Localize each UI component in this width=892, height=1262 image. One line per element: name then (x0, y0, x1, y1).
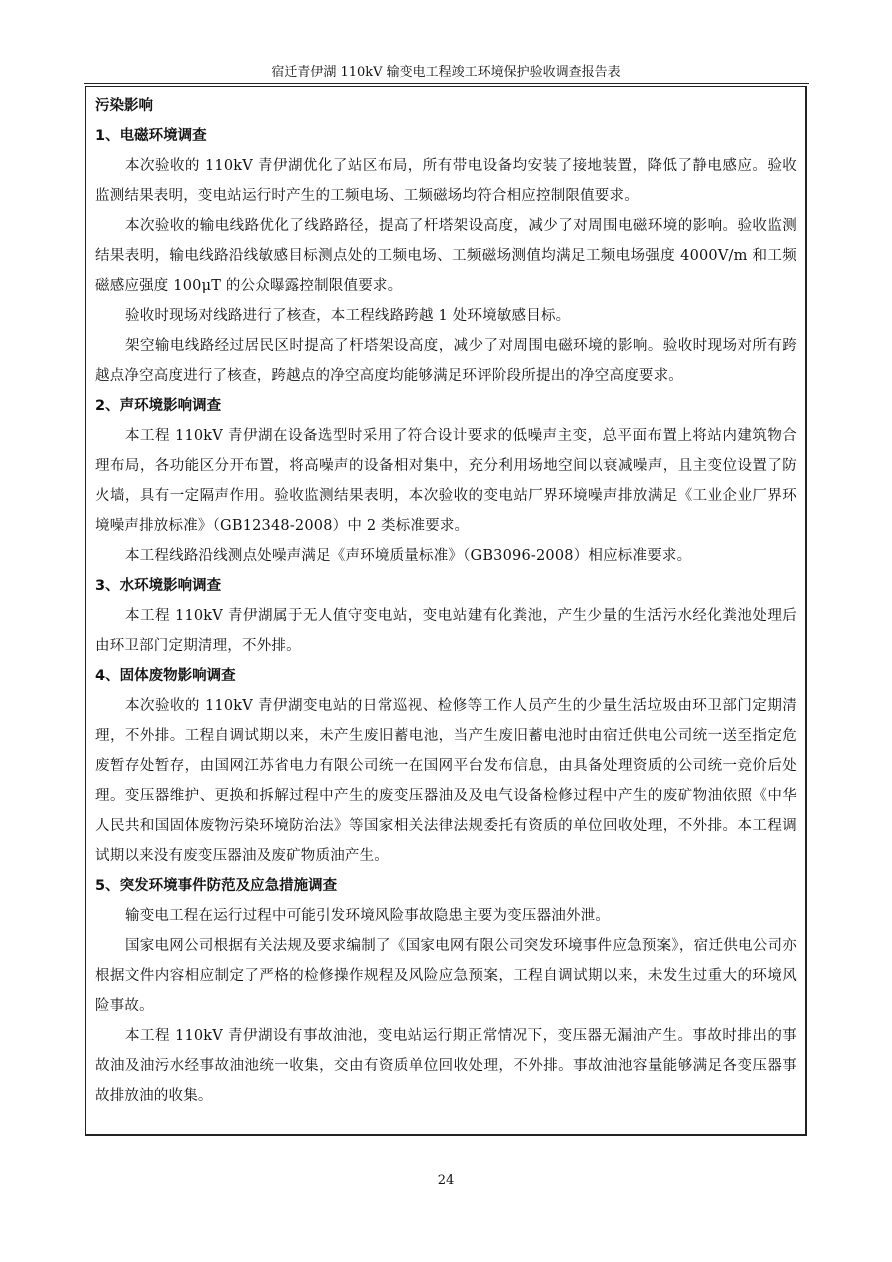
paragraph: 本工程 110kV 青伊湖在设备选型时采用了符合设计要求的低噪声主变，总平面布置上将站内建筑物合理布局，各功能区分开布置，将高噪声的设备相对集中，充分利用场地空间以衰减噪声，且主变位设置了防火墙，具有一定隔声作用。验收监测结果表明，本次验收的变电站厂界环境噪声排放满足《工业企业厂界环境噪声排放标准》（GB12348-2008）中 2 类标准要求。 (95, 428, 797, 534)
paragraph: 输变电工程在运行过程中可能引发环境风险事故隐患主要为变压器油外泄。 (125, 908, 611, 924)
paragraph: 本次验收的输电线路优化了线路路径，提高了杆塔架设高度，减少了对周围电磁环境的影响。验收监测结果表明，输电线路沿线敏感目标测点处的工频电场、工频磁场测值均满足工频电场强度 4000V/m 和工频磁感应强度 100μT 的公众曝露控制限值要求。 (95, 218, 797, 294)
paragraph: 本工程 110kV 青伊湖设有事故油池，变电站运行期正常情况下，变压器无漏油产生。事故时排出的事故油及油污水经事故油池统一收集，交由有资质单位回收处理，不外排。事故油池容量能够满足各变压器事故排放油的收集。 (95, 1028, 797, 1104)
paragraph: 国家电网公司根据有关法规及要求编制了《国家电网有限公司突发环境事件应急预案》，宿迁供电公司亦根据文件内容相应制定了严格的检修操作规程及风险应急预案，工程自调试期以来，未发生过重大的环境风险事故。 (95, 938, 797, 1014)
section-heading-emergency: 5、突发环境事件防范及应急措施调查 (95, 878, 338, 894)
paragraph: 验收时现场对线路进行了核查，本工程线路跨越 1 处环境敏感目标。 (125, 308, 571, 324)
section-title: 污染影响 (95, 98, 153, 114)
paragraph: 本次验收的 110kV 青伊湖变电站的日常巡视、检修等工作人员产生的少量生活垃圾由环卫部门定期清理，不外排。工程自调试期以来，未产生废旧蓄电池，当产生废旧蓄电池时由宿迁供电公司统一送至指定危废暂存处暂存，由国网江苏省电力有限公司统一在国网平台发布信息，由具备处理资质的公司统一竞价后处理。变压器维护、更换和拆解过程中产生的废变压器油及及电气设备检修过程中产生的废矿物油依照《中华人民共和国固体废物污染环境防治法》等国家相关法律法规委托有资质的单位回收处理，不外排。本工程调试期以来没有废变压器油及废矿物质油产生。 (95, 698, 797, 864)
section-heading-electromagnetic: 1、电磁环境调查 (95, 128, 207, 144)
section-heading-solid-waste: 4、固体废物影响调查 (95, 668, 236, 684)
section-heading-acoustic: 2、声环境影响调查 (95, 398, 222, 414)
page-number: 24 (437, 1173, 455, 1188)
header-divider (84, 83, 809, 84)
paragraph: 架空输电线路经过居民区时提高了杆塔架设高度，减少了对周围电磁环境的影响。验收时现场对所有跨越点净空高度进行了核查，跨越点的净空高度均能够满足环评阶段所提出的净空高度要求。 (95, 338, 797, 384)
report-content-box (85, 86, 807, 1136)
document-header-title: 宿迁青伊湖 110kV 输变电工程竣工环境保护验收调查报告表 (271, 65, 621, 80)
paragraph: 本工程线路沿线测点处噪声满足《声环境质量标准》（GB3096-2008）相应标准要求。 (125, 548, 692, 564)
paragraph: 本次验收的 110kV 青伊湖优化了站区布局，所有带电设备均安装了接地装置，降低了静电感应。验收监测结果表明，变电站运行时产生的工频电场、工频磁场均符合相应控制限值要求。 (95, 158, 797, 204)
section-heading-water: 3、水环境影响调查 (95, 578, 222, 594)
paragraph: 本工程 110kV 青伊湖属于无人值守变电站，变电站建有化粪池，产生少量的生活污水经化粪池处理后由环卫部门定期清理，不外排。 (95, 608, 797, 654)
